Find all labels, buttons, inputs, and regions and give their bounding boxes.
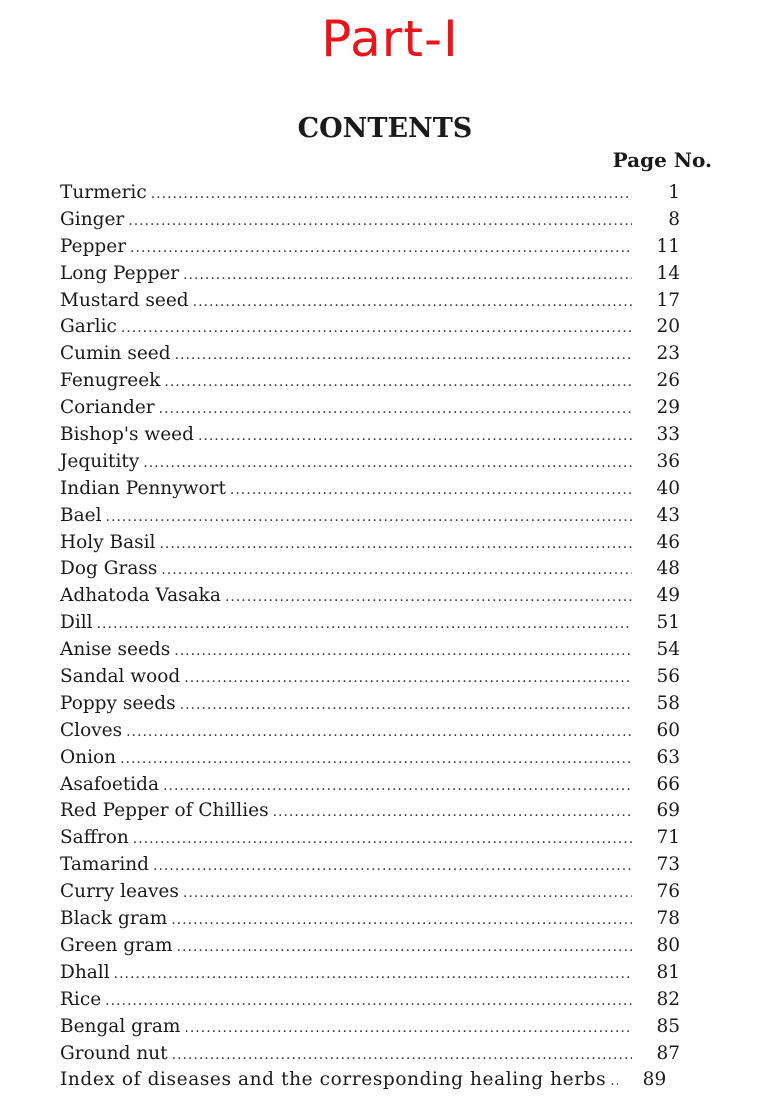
toc-entry-title: Saffron bbox=[60, 827, 129, 849]
toc-entry bbox=[60, 798, 680, 825]
toc-entry-page: 29 bbox=[656, 397, 680, 419]
contents-heading: CONTENTS bbox=[297, 113, 473, 144]
toc-entry-page: 1 bbox=[668, 182, 680, 203]
toc-entry bbox=[60, 610, 680, 637]
toc-entry bbox=[60, 368, 680, 395]
toc-entry bbox=[60, 852, 680, 879]
toc-entry bbox=[60, 691, 680, 718]
toc-entry bbox=[60, 530, 680, 557]
dot-leader bbox=[130, 235, 632, 262]
dot-leader bbox=[193, 289, 632, 316]
toc-entry-page: 60 bbox=[656, 719, 680, 741]
toc-entry bbox=[60, 422, 680, 449]
dot-leader bbox=[610, 1068, 618, 1095]
toc-entry bbox=[60, 825, 680, 852]
toc-entry-title: Bael bbox=[60, 504, 102, 526]
dot-leader bbox=[120, 746, 632, 773]
toc-entry bbox=[60, 234, 680, 261]
toc-entry-title: Cloves bbox=[60, 719, 123, 741]
toc-entry bbox=[60, 395, 680, 422]
toc-entry-page: 87 bbox=[656, 1042, 680, 1064]
toc-entry-page: 54 bbox=[656, 639, 680, 661]
toc-entry-page: 33 bbox=[656, 424, 680, 446]
toc-entry bbox=[60, 906, 680, 933]
toc-entry-title: Ground nut bbox=[60, 1042, 168, 1064]
toc-entry-page: 11 bbox=[656, 235, 680, 257]
toc-entry-page: 48 bbox=[656, 558, 680, 580]
toc-entry-page: 82 bbox=[656, 988, 680, 1010]
toc-entry-title: Bishop's weed bbox=[60, 424, 194, 446]
dot-leader bbox=[106, 504, 633, 531]
toc-entry-title: Turmeric bbox=[60, 182, 147, 203]
toc-entry bbox=[60, 637, 680, 664]
dot-leader bbox=[172, 1042, 632, 1069]
dot-leader bbox=[184, 665, 632, 692]
toc-entry bbox=[60, 1014, 680, 1041]
toc-entry-title: Green gram bbox=[60, 934, 173, 956]
toc-entry-page: 46 bbox=[656, 531, 680, 553]
toc-entry bbox=[60, 745, 680, 772]
dot-leader bbox=[184, 1015, 632, 1042]
toc-entry-title: Tamarind bbox=[60, 854, 150, 876]
dot-leader bbox=[225, 584, 632, 611]
dot-leader bbox=[175, 342, 632, 369]
toc-entry-title: Adhatoda Vasaka bbox=[60, 585, 221, 607]
dot-leader bbox=[128, 208, 632, 235]
dot-leader bbox=[159, 396, 632, 423]
dot-leader bbox=[230, 477, 632, 504]
toc-entry-page: 17 bbox=[656, 289, 680, 311]
toc-entry bbox=[60, 288, 680, 315]
toc-entry bbox=[60, 718, 680, 745]
toc-entry-title: Asafoetida bbox=[60, 773, 160, 795]
toc-entry-page: 40 bbox=[656, 477, 680, 499]
toc-entry bbox=[60, 987, 680, 1014]
toc-entry bbox=[60, 772, 680, 799]
toc-entry-title: Dill bbox=[60, 612, 93, 634]
toc-entry-title: Dhall bbox=[60, 961, 110, 983]
dot-leader bbox=[198, 423, 632, 450]
toc-entry-title: Ginger bbox=[60, 208, 125, 230]
dot-leader bbox=[163, 773, 632, 800]
toc-entry-page: 73 bbox=[656, 854, 680, 876]
toc-entry-title: Sandal wood bbox=[60, 666, 181, 688]
toc-entry-page: 8 bbox=[668, 208, 680, 230]
toc-entry bbox=[60, 933, 680, 960]
toc-entry-page: 78 bbox=[656, 908, 680, 930]
toc-entry-page: 66 bbox=[656, 773, 680, 795]
toc-entry-page: 23 bbox=[656, 343, 680, 365]
toc-entry-title: Rice bbox=[60, 988, 102, 1010]
dot-leader bbox=[174, 638, 632, 665]
dot-leader bbox=[121, 315, 632, 342]
toc-entry bbox=[60, 960, 680, 987]
dot-leader bbox=[126, 719, 632, 746]
table-of-contents bbox=[60, 180, 680, 1094]
toc-entry-title: Pepper bbox=[60, 235, 127, 257]
toc-entry-title: Anise seeds bbox=[60, 639, 171, 661]
toc-entry-title: Onion bbox=[60, 746, 117, 768]
toc-entry-page: 81 bbox=[656, 961, 680, 983]
toc-entry-title: Dog Grass bbox=[60, 558, 158, 580]
dot-leader bbox=[159, 531, 632, 558]
toc-entry-page: 89 bbox=[642, 1069, 667, 1091]
page-no-header: Page No. bbox=[612, 148, 712, 172]
toc-entry-page: 51 bbox=[656, 612, 680, 634]
toc-entry-page: 20 bbox=[656, 316, 680, 338]
toc-entry bbox=[60, 1041, 680, 1068]
toc-entry bbox=[60, 341, 680, 368]
toc-entry-title: Curry leaves bbox=[60, 881, 179, 903]
toc-entry-title: Index of diseases and the corresponding healing herbs bbox=[60, 1069, 607, 1091]
toc-entry-page: 43 bbox=[656, 504, 680, 526]
toc-entry-title: Jequitity bbox=[60, 450, 140, 472]
dot-leader bbox=[177, 934, 632, 961]
toc-entry bbox=[60, 180, 680, 207]
dot-leader bbox=[183, 262, 632, 289]
dot-leader bbox=[153, 853, 632, 880]
toc-entry-title: Garlic bbox=[60, 316, 117, 338]
toc-entry-title: Bengal gram bbox=[60, 1015, 181, 1037]
toc-entry bbox=[60, 1067, 680, 1094]
dot-leader bbox=[164, 369, 632, 396]
dot-leader bbox=[143, 450, 632, 477]
toc-entry-page: 80 bbox=[656, 934, 680, 956]
toc-entry-page: 63 bbox=[656, 746, 680, 768]
toc-entry-page: 36 bbox=[656, 450, 680, 472]
toc-entry-page: 26 bbox=[656, 370, 680, 392]
toc-entry-page: 69 bbox=[656, 800, 680, 822]
dot-leader bbox=[180, 692, 632, 719]
toc-entry-page: 76 bbox=[656, 881, 680, 903]
dot-leader bbox=[151, 181, 632, 208]
dot-leader bbox=[161, 557, 632, 584]
toc-entry bbox=[60, 503, 680, 530]
dot-leader bbox=[133, 826, 632, 853]
toc-entry bbox=[60, 261, 680, 288]
toc-entry-page: 58 bbox=[656, 692, 680, 714]
toc-entry-title: Cumin seed bbox=[60, 343, 171, 365]
toc-entry-title: Poppy seeds bbox=[60, 692, 176, 714]
toc-entry-title: Coriander bbox=[60, 397, 155, 419]
toc-entry bbox=[60, 556, 680, 583]
toc-entry bbox=[60, 207, 680, 234]
toc-entry-title: Mustard seed bbox=[60, 289, 189, 311]
dot-leader bbox=[183, 880, 632, 907]
toc-entry-page: 14 bbox=[656, 262, 680, 284]
toc-entry-page: 56 bbox=[656, 666, 680, 688]
toc-entry-title: Red Pepper of Chillies bbox=[60, 800, 269, 822]
dot-leader bbox=[171, 907, 632, 934]
dot-leader bbox=[273, 799, 632, 826]
part-title: Part-I bbox=[321, 10, 459, 68]
toc-entry-title: Black gram bbox=[60, 908, 168, 930]
dot-leader bbox=[114, 961, 632, 988]
toc-entry-page: 49 bbox=[656, 585, 680, 607]
dot-leader bbox=[97, 611, 632, 638]
toc-entry bbox=[60, 449, 680, 476]
toc-entry-title: Fenugreek bbox=[60, 370, 161, 392]
toc-entry-page: 85 bbox=[656, 1015, 680, 1037]
toc-entry bbox=[60, 583, 680, 610]
dot-leader bbox=[105, 988, 632, 1015]
toc-entry bbox=[60, 664, 680, 691]
toc-entry bbox=[60, 879, 680, 906]
toc-entry-title: Long Pepper bbox=[60, 262, 180, 284]
toc-entry bbox=[60, 314, 680, 341]
toc-entry-title: Indian Pennywort bbox=[60, 477, 226, 499]
toc-entry-title: Holy Basil bbox=[60, 531, 156, 553]
toc-entry-page: 71 bbox=[656, 827, 680, 849]
toc-entry bbox=[60, 476, 680, 503]
